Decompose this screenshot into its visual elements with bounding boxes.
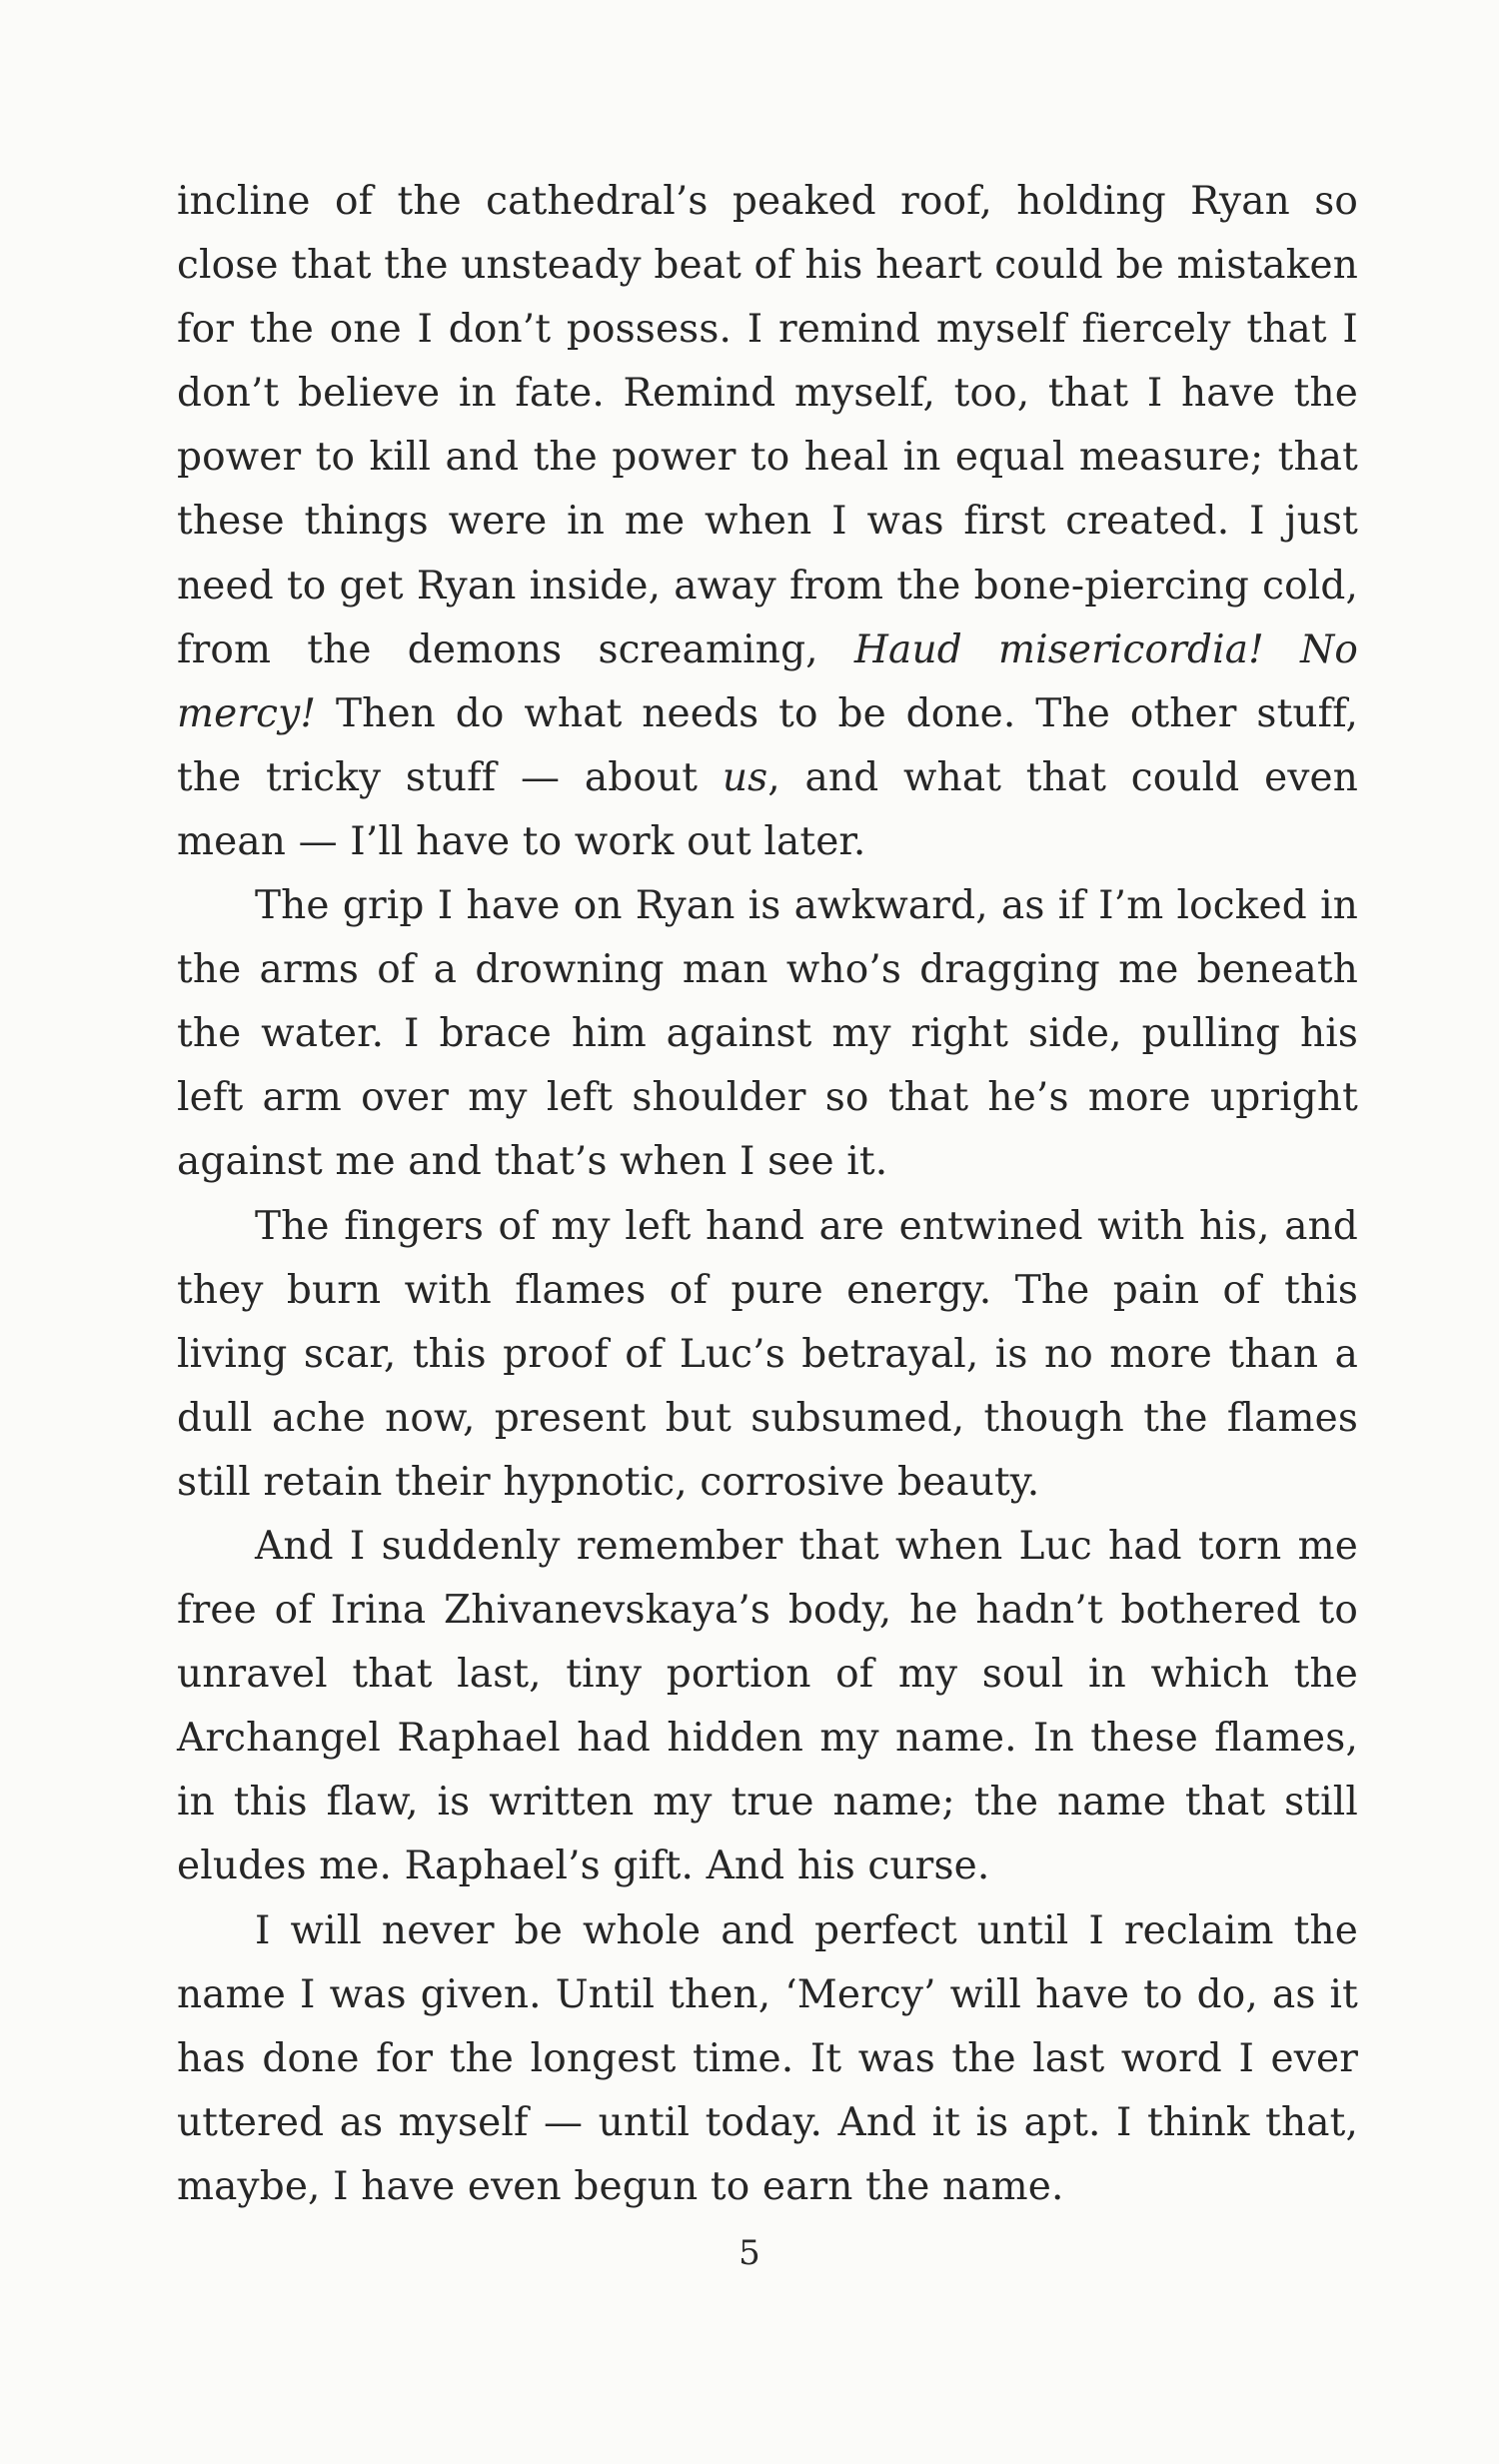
paragraph-4-text: And I suddenly remember that when Luc had torn me free of Irina Zhivanevskaya’s body, he hadn’t bothered to unravel that last, tiny portion of my soul in which the Archangel Raphael had hidden my name. In these flames, in this flaw, is written my true name; the name that still eludes me. Raphael’s gift. And his curse. — [177, 1523, 1358, 1889]
paragraph-1-text: incline of the cathedral’s peaked roof, holding Ryan so close that the unsteady beat of his heart could be mistaken for the one I don’t possess. I remind myself fiercely that I don’t believe in fate. Remind myself, too, that I have the power to kill and the power to heal in equal measure; that these things were in me when I was first created. I just need to get Ryan inside, away from the bone-piercing cold, from the demons screaming, — [177, 179, 1358, 672]
paragraph-3-text: The fingers of my left hand are entwined with his, and they burn with flames of pure energy. The pain of this living scar, this proof of Luc’s betrayal, is no more than a dull ache now, present but subsumed, though the flames still retain their hypnotic, corrosive beauty. — [177, 1203, 1358, 1505]
paragraph-1-text-end: , and what that could even mean — I’ll have to work out later. — [177, 754, 1358, 864]
paragraph-4 — [177, 1515, 1358, 1899]
paragraph-5-text: I will never be whole and perfect until I reclaim the name I was given. Until then, ‘Mercy’ will have to do, as it has done for the longest time. It was the last word I ever uttered as myself — until today. And it is apt. I think that, maybe, I have even begun to earn the name. — [177, 1907, 1358, 2209]
body-text — [177, 170, 1358, 2219]
paragraph-1-text-cont: Then do what needs to be done. The other stuff, the tricky stuff — about — [177, 690, 1358, 800]
emphasis-us: us — [722, 754, 768, 800]
paragraph-5 — [177, 1899, 1358, 2219]
paragraph-2-text: The grip I have on Ryan is awkward, as if I’m locked in the arms of a drowning man who’s dragging me beneath the water. I brace him against my right side, pulling his left arm over my left shoulder so that he’s more upright against me and that’s when I see it. — [177, 883, 1358, 1185]
page-number: 5 — [739, 2233, 760, 2273]
paragraph-1 — [177, 170, 1358, 874]
paragraph-2 — [177, 874, 1358, 1194]
latin-phrase: Haud misericordia! No mercy! — [177, 626, 1358, 736]
paragraph-3 — [177, 1195, 1358, 1515]
